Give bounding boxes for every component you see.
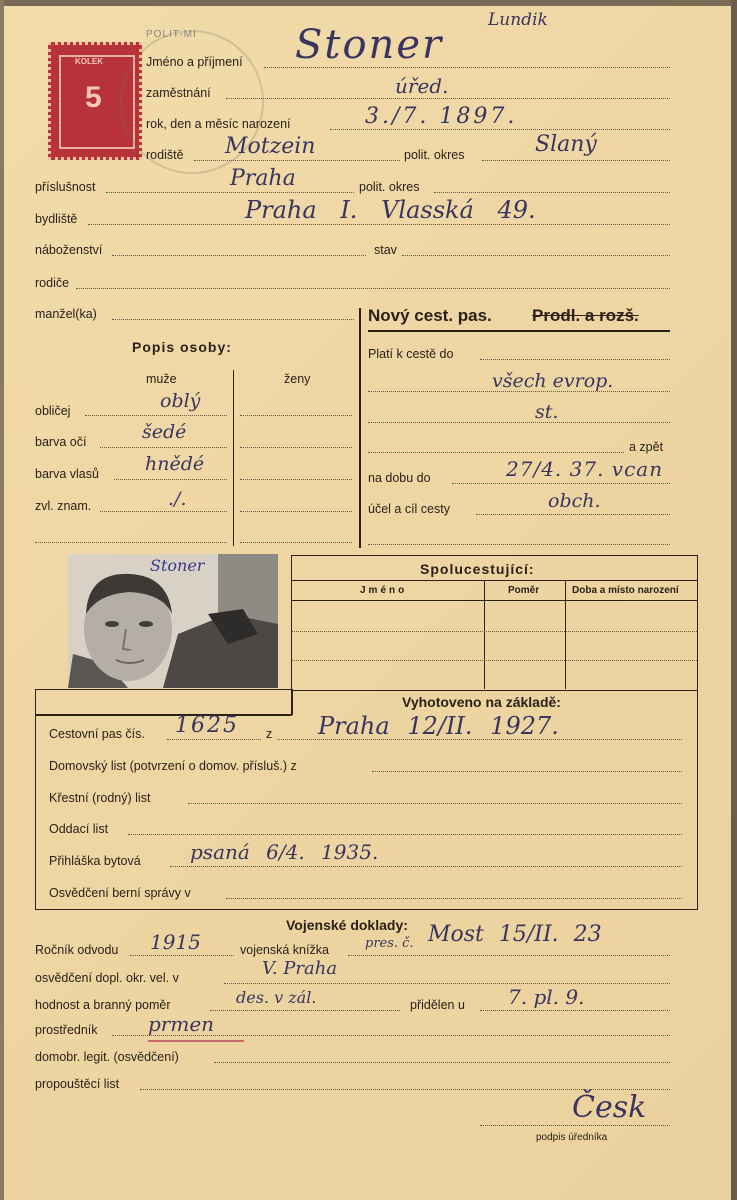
photo-signature: Stoner (150, 556, 205, 575)
tax-cert-line (226, 898, 682, 899)
purpose-value: obch. (548, 490, 601, 512)
parents-line (76, 288, 670, 289)
duration-line (452, 483, 670, 484)
desc-row-line (85, 415, 227, 416)
duration-value: 27/4. 37. vcan (506, 457, 664, 481)
employment-line (226, 98, 670, 99)
purpose-label: účel a cíl cesty (368, 502, 450, 516)
marriage-cert-line (128, 834, 682, 835)
residence-label: bydliště (35, 212, 78, 226)
district-value: Slaný (535, 132, 597, 157)
desc-row-value: šedé (142, 421, 187, 443)
spouse-line (112, 319, 354, 320)
desc-row-line (100, 511, 227, 512)
domicile-line (372, 771, 682, 772)
valid-for-line (480, 359, 670, 360)
birthdate-line (330, 129, 670, 130)
purpose-line (476, 514, 670, 515)
desc-blank-line-female (240, 542, 352, 543)
supplementary-cert-line (224, 983, 670, 984)
desc-row-label: obličej (35, 404, 71, 418)
desc-row-line-female (240, 415, 352, 416)
discharge-label: propouštěcí list (35, 1077, 120, 1091)
assigned-label: přidělen u (410, 998, 465, 1012)
desc-row-value: ./. (168, 488, 187, 510)
birth-cert-line (188, 803, 682, 804)
description-col-female: ženy (284, 372, 311, 386)
paper-edge-left (0, 0, 4, 1200)
companions-row-line (292, 660, 697, 661)
valid-for-line-3 (368, 422, 670, 423)
tax-cert-label: Osvědčení berní správy v (49, 886, 191, 900)
signature-label: podpis úředníka (536, 1132, 608, 1143)
companions-col-relation: Poměr (508, 585, 540, 596)
issued-basis-spacer (35, 689, 37, 715)
new-passport-title: Nový cest. pas. (368, 306, 492, 325)
district-line (482, 160, 670, 161)
return-line (368, 452, 624, 453)
passport-from-value: Praha 12/II. 1927. (318, 712, 559, 740)
companions-rule (292, 580, 697, 581)
intermediary-label: prostředník (35, 1023, 98, 1037)
citizenship-line (106, 192, 354, 193)
desc-row-label: zvl. znam. (35, 499, 92, 513)
birth-cert-label: Křestní (rodný) list (49, 791, 151, 805)
draft-year-value: 1915 (150, 930, 201, 954)
postmark-text: POLIT-MI (146, 29, 197, 40)
description-title: Popis osoby: (132, 339, 232, 355)
companions-col-birth: Doba a místo narození (572, 585, 679, 596)
district2-label: polit. okres (359, 180, 420, 194)
military-book-prefix: pres. č. (365, 936, 414, 951)
religion-label: náboženství (35, 243, 103, 257)
marital-label: stav (374, 243, 397, 257)
residence-value: Praha I. Vlasská 49. (245, 196, 536, 224)
reserve-id-line (214, 1062, 670, 1063)
name-line (264, 67, 670, 68)
desc-row-line (100, 447, 227, 448)
description-col-male: muže (146, 372, 177, 386)
parents-label: rodiče (35, 276, 70, 290)
draft-year-label: Ročník odvodu (35, 943, 119, 957)
birthdate-value: 3./7. 1897. (365, 104, 518, 129)
reserve-id-label: domobr. legit. (osvědčení) (35, 1050, 179, 1064)
desc-row-line-female (240, 479, 352, 480)
domicile-label: Domovský list (potvrzení o domov. přísluš.) z (49, 759, 297, 773)
paper-edge-top (0, 0, 737, 6)
column-divider (359, 308, 361, 548)
desc-row-value: hnědé (145, 453, 205, 475)
residence-reg-label: Přihláška bytová (49, 854, 141, 868)
name-label: Jméno a příjmení (146, 55, 243, 69)
religion-line (112, 255, 366, 256)
stamp-top-text: KOLEK (75, 57, 103, 66)
passport-no-line (167, 739, 261, 740)
citizenship-label: příslušnost (35, 180, 96, 194)
draft-year-line (130, 955, 234, 956)
top-annotation: Lundik (488, 10, 548, 30)
official-signature: Česk (572, 1090, 647, 1125)
residence-reg-value: psaná 6/4. 1935. (190, 840, 379, 864)
issued-basis-step (291, 689, 293, 715)
birthplace-value: Motzein (225, 134, 316, 159)
rank-label: hodnost a branný poměr (35, 998, 171, 1012)
issued-basis-top-left (35, 689, 291, 690)
valid-for-label: Platí k cestě do (368, 347, 454, 361)
valid-for-value-2: st. (535, 401, 559, 423)
companions-row-line (292, 631, 697, 632)
purpose-line-2 (368, 544, 670, 545)
rank-line (210, 1010, 400, 1011)
description-divider (233, 370, 234, 546)
supplementary-cert-label: osvědčení dopl. okr. vel. v (35, 971, 179, 985)
passport-no-value: 1625 (175, 713, 239, 738)
marriage-cert-label: Oddací list (49, 822, 109, 836)
birthdate-label: rok, den a měsíc narození (146, 117, 291, 131)
issued-basis-top (35, 714, 292, 716)
companions-title: Spolucestující: (420, 561, 535, 577)
desc-row-line (114, 479, 227, 480)
supplementary-cert-value: V. Praha (262, 958, 338, 979)
residence-line (88, 224, 670, 225)
companions-col-divider (565, 581, 566, 689)
employment-value: úřed. (395, 74, 449, 98)
citizenship-value: Praha (230, 166, 296, 191)
employment-label: zaměstnání (146, 86, 211, 100)
passport-no-label: Cestovní pas čís. (49, 727, 145, 741)
district2-line (434, 192, 670, 193)
desc-blank-line (35, 542, 227, 543)
valid-for-value: všech evrop. (492, 370, 614, 392)
companions-header-rule (292, 600, 697, 601)
intermediary-value: prmen (148, 1012, 215, 1036)
companions-col-divider (484, 581, 485, 689)
duration-label: na dobu do (368, 471, 431, 485)
passport-from-label: z (266, 727, 273, 741)
district-label: polit. okres (404, 148, 465, 162)
companions-col-name: Jméno (360, 585, 408, 596)
desc-row-label: barva očí (35, 435, 87, 449)
extension-struck: Prodl. a rozš. (532, 306, 639, 325)
birthplace-label: rodiště (146, 148, 184, 162)
military-book-value: Most 15/II. 23 (428, 922, 602, 947)
desc-row-line-female (240, 447, 352, 448)
residence-reg-line (170, 866, 682, 867)
paper-edge-right (731, 0, 737, 1200)
new-passport-underline (368, 330, 670, 332)
rank-value: des. v zál. (236, 988, 317, 1007)
military-book-label: vojenská knížka (240, 943, 329, 957)
signature-line (480, 1125, 670, 1126)
marital-line (402, 255, 670, 256)
intermediary-underline (148, 1040, 244, 1042)
stamp-value: 5 (85, 81, 102, 114)
military-book-line (348, 955, 670, 956)
desc-row-value: oblý (160, 390, 201, 412)
military-title: Vojenské doklady: (286, 917, 408, 933)
assigned-value: 7. pl. 9. (508, 985, 585, 1009)
issued-basis-title: Vyhotoveno na základě: (402, 694, 561, 710)
surname-value: Stoner (295, 22, 444, 68)
desc-row-line-female (240, 511, 352, 512)
desc-row-label: barva vlasů (35, 467, 99, 481)
spouse-label: manžel(ka) (35, 307, 97, 321)
return-label: a zpět (629, 440, 664, 454)
assigned-line (480, 1010, 670, 1011)
birthplace-line (194, 160, 400, 161)
